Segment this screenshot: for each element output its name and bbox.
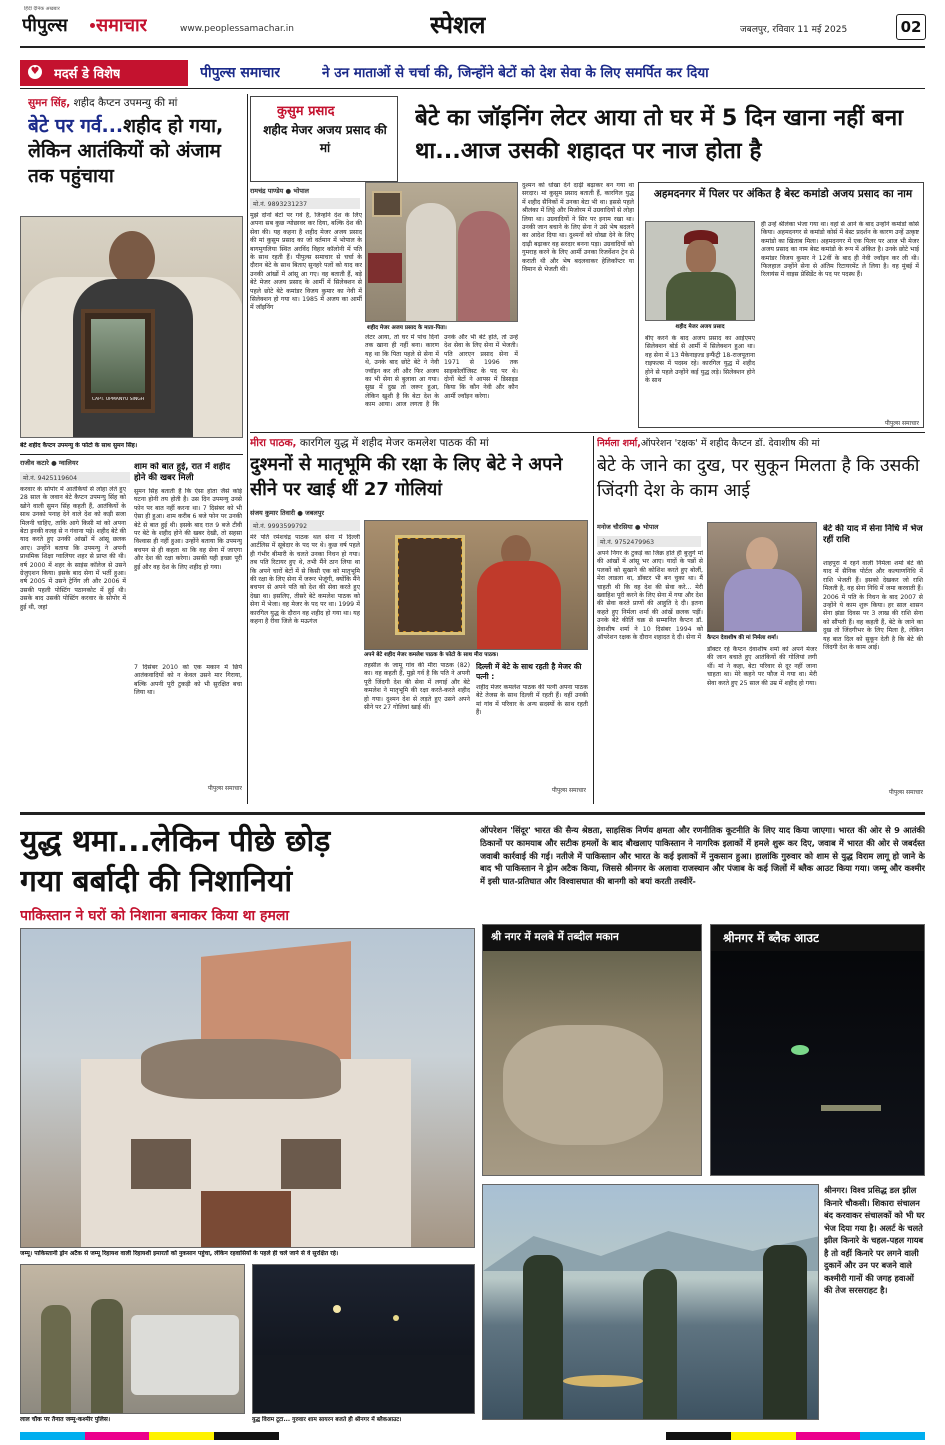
- police-2: [91, 1299, 123, 1414]
- photo-jammu-damage: [20, 928, 475, 1248]
- story4-side-head: बेटे की याद में सेना निधि में भेज रहीं राशि: [823, 524, 923, 545]
- masthead: [0, 0, 945, 52]
- mobile: मो.नं. 9425119604: [20, 472, 130, 483]
- story4-headline: बेटे के जाने का दुख, पर सुकून मिलता है कि उसकी जिंदगी देश के काम आई: [597, 456, 920, 501]
- photo-srinagar-rubble: [482, 924, 702, 1176]
- street-light-1: [333, 1305, 341, 1313]
- banner-brand: पीपुल्स समाचार: [200, 65, 281, 81]
- dateline: जबलपुर, रविवार 11 मई 2025: [740, 25, 848, 35]
- story3-kicker: [250, 436, 590, 450]
- tag-blackout-bg: [711, 925, 925, 951]
- dal-lake-side-text: श्रीनगर। विश्व प्रसिद्ध डल झील किनारे चौकसी। शिकारा संचालन बंद करवाकर संचालकों को भी घर भेज दिया गया है। अलर्ट के चलते झील किनारे के चहल-पहल गायब है तो वहीं किनारे पर लगने वाली दुकानें और उन पर बजने वाले कश्मीरी गानों की जगह हवाओं की तेज सरसराहट है।: [824, 1185, 925, 1295]
- caption-rule: [20, 454, 243, 455]
- glow-light: [791, 1045, 809, 1055]
- story3-byline-name: संजय कुमार तिवारी: [250, 509, 295, 517]
- cushion: [368, 253, 402, 283]
- story-nirmala-sharma: [597, 436, 925, 804]
- story3-mobile: मो.नं. 9993599792: [250, 520, 360, 531]
- story2-kicker-name: कुसुम प्रसाद: [277, 104, 335, 119]
- gate: [201, 1191, 291, 1248]
- rooftops: [253, 1355, 475, 1414]
- story2-byline-name: रामचंद्र पाण्डेय: [250, 187, 284, 195]
- photo-caption: बेटे शहीद कैप्टन उपमन्यु के फोटो के साथ सुमन सिंह।: [20, 442, 138, 449]
- story4-kicker-rest: ऑपरेशन 'रक्षक' में शहीद कैप्टन डॉ. देवाशीष की मां: [640, 438, 820, 449]
- photo-srinagar-blackout: [710, 924, 925, 1176]
- masthead-rule: [20, 46, 925, 48]
- story2-box-photo-caption: शहीद मेजर अजय प्रसाद: [675, 324, 725, 330]
- photo-suman-singh: [20, 216, 243, 438]
- story1-body-col1: करवार के सोपोर में आतंकियों से लोहा लेते हुए 28 साल के जवान बेटे कैप्टन उपमन्यु सिंह को खोने वाली सुमन सिंह कहती हैं, आतंकियों के साथ उनको पनाह देने वाले देश को कड़ी सजा मिलनी चाहिए, ताकि आगे किसी मां को अपना बेटा इनकी वजह से न गंवाना पड़े। शहीद बेटे की याद करते हुए उनकी आंखों में आंसू छलक आए। उन्होंने बताया कि उपमन्यु ने अपनी प्राथमिक शिक्षा ग्वालियर शहर से प्राप्त की थी। वर्ष 2000 में शहर के साइंस कॉलेज से उसने ग्रेजुएशन किया। इसके बाद सेना में भर्ती हुआ। वर्ष 2005 में उसने ट्रेनिंग ली और 2006 में उसकी पहली पोस्टिंग पठानकोट में हुई थी। उसके बाद उसकी पोस्टिंग करवार के सोपोर में हुई थी, जहां: [20, 486, 126, 611]
- banner-text: ने उन माताओं से चर्चा की, जिन्होंने बेटों को देश सेवा के लिए समर्पित कर दिया: [322, 65, 709, 81]
- nirmala-saree: [724, 569, 802, 632]
- byline-place: ग्वालियर: [58, 459, 79, 467]
- story4-byline-name: मनोज चौरसिया: [597, 523, 633, 531]
- window-1: [131, 1139, 191, 1189]
- brand-logo: [22, 6, 172, 40]
- byline-name: राजीव कटारे: [20, 459, 49, 467]
- story1-head-red: बेटे पर गर्व...: [28, 115, 124, 137]
- caption-police: लाल चौक पर तैनात जम्मू-कश्मीर पुलिस।: [20, 1416, 111, 1423]
- story1-kicker-name: सुमन सिंह,: [28, 97, 71, 109]
- story4-mobile: मो.नं. 9752479963: [597, 536, 701, 547]
- soldier-2: [643, 1269, 677, 1420]
- story1-body-col2: सुमन सिंह बताती हैं कि ऐसा होता जैसे कोई घटना होनी तय होती है। उस दिन उपमन्यु उनसे फोन पर बात नहीं करना था। 7 दिसंबर को भी ऐसा ही हुआ। शाम करीब 6 बजे फोन पर उनकी बेटे से बात हुई थी। इसके बाद रात 9 बजे टीवी पर बेटे के शहीद होने की खबर देखी, तो सहसा विश्वास ही नहीं हुआ। उन्होंने बताया कि उपमन्यु बचपन से ही कहता था कि वह सेना में जाएगा और देश की रक्षा करेगा। उसकी यही इच्छा पूरी हुई और वह देश के लिए शहीद हो गया।: [134, 488, 242, 571]
- story2-box-headline: अहमदनगर में पिलर पर अंकित है बेस्ट कमांडो अजय प्रसाद का नाम: [653, 188, 913, 200]
- caption-jammu: जम्मू। पाकिस्तानी ड्रोन अटैक से जम्मू रिहायश वाली रिहायशी इमारतों को नुकसान पहुंचा, लेकिन रहवासियों के पहले ही चले जाने से वे सुरक्षित रहे।: [20, 1250, 339, 1257]
- story3-side-body: शहीद मेजर कमलेश पाठक की पत्नी अपना पाठक बेटे तेजस के साथ दिल्ली में रहती हैं। वहीं उनकी मां गांव में परिवार के अन्य सदस्यों के साथ रहती हैं।: [476, 684, 588, 717]
- story4-kicker: [597, 436, 925, 449]
- row-divider-1: [250, 432, 925, 433]
- website[interactable]: www.peoplessamachar.in: [180, 24, 294, 34]
- man-figure: [406, 203, 456, 322]
- street-light-2: [393, 1315, 399, 1321]
- rubble: [141, 1039, 341, 1099]
- rubble-pile: [503, 1025, 663, 1145]
- story4-body-col1: अपने निगर के टुकड़े का जिक्र होते ही बुजुर्ग मां की आंखों में आंसू भर आए। यादों के पन्नों से पलकों को सुखाने की कोशिश करते हुए बोलीं, मेरा लाडला था, डॉक्टर भी बन चुका था। मैं चाहती थी कि वह देश की सेवा करे... मेरी ख्वाहिश पूरी करने के लिए सेना में गया और देश की सेवा करते प्राणों की आहुति दे दी। इतना कहते हुए निर्मला शर्मा की आंखें छलक पड़ीं। उनके बेटे कीर्ति चक्र से सम्मानित कैप्टन डॉ. देवाशीष शर्मा ने 10 दिसंबर 1994 को ऑपरेशन रक्षक के दौरान शहादत दे दी। सेना में: [597, 550, 703, 642]
- col-divider-2: [593, 436, 594, 804]
- story2-photo-caption: शहीद मेजर अजय प्रसाद के माता-पिता।: [367, 325, 447, 331]
- frame-portrait: [91, 319, 145, 393]
- war-intro: ऑपरेशन 'सिंदूर' भारत की सैन्य श्रेष्ठता, साहसिक निर्णय क्षमता और रणनीतिक कूटनीति के लिए याद किया जाएगा। भारत की ओर से 9 आतंकी ठिकानों पर कामयाब और सटीक हमलों के बाद बौखलाए पाकिस्तान ने नागरिक इलाकों में हमले शुरू कर दिए, जवाब में भारत की ओर से जबर्दस्त जवाबी कार्रवाई की गई। नतीजे में पाकिस्तान और भारत के कई इलाकों में नुकसान हुआ। हालांकि गुरुवार को शाम से युद्ध विराम लागू हो जाने के बाद भी पाकिस्तान ने ड्रोन अटैक किया, जिससे श्रीनगर के अलावा राजस्थान और पंजाब के कई जिलों में ब्लैक आउट किया गया। जम्मू और कश्मीर में इसी घात-प्रतिघात और विश्वासघात की बानगी को बयां करती तस्वीरें-: [480, 825, 925, 887]
- story3-body-col2: तहसील के जामू गांव की मीरा पाठक (82) का। वह कहती हैं, मुझे गर्व है कि पति ने अपनी पूरी जिंदगी देश की सेवा में लगाई और बेटे कमलेश ने मातृभूमि की रक्षा करते-करते शहीद हो गया। दुश्मन देश से लड़ते हुए उसने अपने सीने पर 27 गोलियां खाई थीं।: [364, 662, 470, 712]
- story2-credit: पीपुल्स समाचार: [884, 420, 919, 427]
- tag-rubble: श्री नगर में मलबे में तब्दील मकान: [491, 931, 619, 943]
- story4-byline: मनोज चौरसिया ● भोपाल: [597, 523, 659, 531]
- photo-ajay-prasad: [645, 221, 755, 321]
- story1-head-black: शहीद हो गया, लेकिन आतंकियों को अंजाम तक पहुंचाया: [28, 115, 224, 187]
- section-title: स्पेशल: [430, 11, 486, 39]
- woman-head: [109, 231, 155, 285]
- story2-box-body2: ही उन्हें श्रीलंका भेजा गया था। वहां से आने के बाद उन्होंने कमांडो कोर्स किया। अहमदनगर से कमांडो कोर्स में बेस्ट प्रदर्शन के कारण उन्हें उत्कृष्ट कमांडो का खिताब मिला। अहमदनगर में एक पिलर पर आज भी मेजर अजय प्रसाद का नाम बेस्ट कमांडो के रूप में अंकित है। उनके छोटे भाई कमांडर विजय कुमार ने 12वीं के बाद ही नेवी ज्वॉइन कर ली थी। फिलहाल उन्होंने सेना से अंतिम रिटायरमेंट ले लिया है। वह मुंबई में रिलायंस में वाइस प्रेसिडेंट के पद पर पदस्थ हैं।: [761, 221, 919, 279]
- photo-police-lal-chowk: [20, 1264, 245, 1414]
- story2-headline: बेटे का जॉइनिंग लेटर आया तो घर में 5 दिन खाना नहीं बना था...आज उसकी शहादत पर नाज होता है: [415, 105, 904, 164]
- story2-sidebar-box: [638, 182, 924, 428]
- story1-headline: [28, 114, 243, 189]
- story1-credit: पीपुल्स समाचार: [207, 785, 242, 792]
- soldier-uniform: [666, 272, 736, 321]
- portrait-frame: [395, 535, 465, 635]
- story2-byline-place: भोपाल: [293, 187, 310, 195]
- war-section: [20, 820, 925, 1425]
- war-subhead: पाकिस्तान ने घरों को निशाना बनाकर किया था हमला: [20, 908, 289, 924]
- story3-kicker-name: मीरा पाठक,: [250, 437, 297, 449]
- photo-frame: [81, 309, 155, 413]
- story2-kicker-sub: शहीद मेजर अजय प्रसाद की मां: [263, 123, 387, 155]
- story2-mobile: मो.नं. 9893231237: [250, 198, 360, 209]
- story4-side-body: शाहपुरा में रहने वाली निर्मला शर्मा बेटे की याद में सैनिक पोर्टल और कल्याणनिधि में राशि भेजती हैं। इसको देखकर जो राशि मिलती है, वह सेना निधि में जमा करवाती हैं। 2006 में पति के निधन के बाद 2007 से उन्होंने ये काम शुरू किया। हर साल शासन सेना झंडा दिवस पर 3 लाख की राशि सेना को सौंपती हैं। वह कहती हैं, बेटे के जाने का दुख तो जिंदगीभर के लिए मिला है, लेकिन यह बात दिल को सुकून देती है कि बेटे की जिंदगी देश के काम आई।: [823, 560, 923, 652]
- caption-blackout: युद्ध विराम टूटा... गुरुवार शाम सायरन बजते ही श्रीनगर में ब्लैकआउट।: [252, 1417, 402, 1423]
- story1-kicker: [28, 96, 243, 110]
- wall-frame: [372, 191, 402, 217]
- story4-photo-caption: कैप्टन देवाशीष की मां निर्मला शर्मा।: [707, 635, 778, 641]
- registration-strip: [20, 1432, 925, 1440]
- story3-photo-caption: अपने बेटे शहीद मेजर कमलेश पाठक के फोटो के साथ मीरा पाठक।: [364, 652, 499, 658]
- armored-vehicle: [131, 1315, 239, 1395]
- story1-body-col2b: 7 दिसंबर 2010 को एक मकान में छिपे आतंकवादियों को न केवल उसने मार गिराया, बल्कि अपनी पूरी टुकड़ी को भी सुरक्षित बचा लिया था।: [134, 664, 242, 697]
- war-headline-1: युद्ध थमा...लेकिन पीछे छोड़: [20, 824, 331, 859]
- tag-rubble-bg: [483, 925, 702, 951]
- story3-byline: संजय कुमार तिवारी ● जबलपुर: [250, 509, 324, 517]
- police-1: [41, 1305, 71, 1414]
- nirmala-head: [746, 537, 778, 573]
- story3-kicker-rest: कारगिल युद्ध में शहीद मेजर कमलेश पाठक की मां: [299, 437, 489, 449]
- col-divider-1: [247, 94, 248, 804]
- banner-label-box: [20, 60, 188, 86]
- section-divider: [20, 812, 925, 815]
- story3-body-col1: मेरे पति रमेशचंद्र पाठक थल सेना में दिल्ली आर्टलिस में सूबेदार के पद पर थे। कुछ वर्ष पहले ही गंभीर बीमारी के चलते उनका निधन हो गया। तब पति रिटायर हुए थे, तभी मैंने ठान लिया था कि अपने चारों बेटों में से किसी एक को मातृभूमि की रक्षा के लिए सेना में जरूर भेजूंगी, क्योंकि मैंने बचपन से अपने पति को देश की सेवा करते हुए देखा था। इसलिए, तीसरे बेटे कमलेश पाठक को सेना में भेजा। वह मेजर के पद पर था। 1999 में कारगिल युद्ध के दौरान वह शहीद हो गया था। यह कहना है रीवा जिले के मऊगंज: [250, 534, 360, 626]
- story2-body-col3: दुश्मन को धोखा देने दाढ़ी बढ़ाकर बन गया था सरदार। मां कुसुम प्रसाद बताती हैं, कारगिल युद्ध में शहीद सैनिकों में उनका बेटा भी था। इससे पहले श्रीलंका में लिट्टे और मिजोरम में उग्रवादियों से लोहा लिया था। उग्रवादियों ने सिर पर इनाम रखा था। उनकी जान बचाने के लिए सेना ने उसे भेष बदलने का आदेश दिया था। दुश्मनों को धोखा देने के लिए दाढ़ी बढ़ाकर वह सरदार बनना पड़ा। उग्रवादियों को गुमराह करने के लिए आर्मी उनका रिजर्वेशन ट्रेन से कराती थी और भेष बदलवाकर हेलिकॉप्टर या विमान से भेजती थी।: [522, 182, 634, 274]
- story-suman-singh: [20, 94, 245, 804]
- soldier-3: [763, 1245, 807, 1420]
- brand-right: समाचार: [96, 15, 148, 36]
- photo-prasad-parents: [365, 182, 518, 322]
- photo-dal-lake-security: [482, 1184, 819, 1420]
- garland: [395, 535, 465, 635]
- story-kusum-prasad: [250, 94, 925, 429]
- story1-kicker-rest: शहीद कैप्टन उपमन्यु की मां: [73, 97, 178, 109]
- story2-body-col2: लेटर आया, तो घर में पांच दिनों तक खाना ही नहीं बना। कारण यह था कि पिता पहले से सेना में थे, उनके बाद छोटे बेटे ने नेवी ज्वॉइन कर ली और फिर अजय का भी सेना से बुलावा आ गया। सुख में दुख तो जरूर हुआ, लेकिन खुशी है कि बेटा देश के काम आया। आज लगता है कि उनके और भी बेटे होते, तो उन्हें देश सेवा के लिए सेना में भेजती। पति आरएन प्रसाद सेना में 1971 से 1996 तक साइकोलॉजिस्ट के पद पर थे। दोनों बेटों ने आपस में डिसाइड किया कि कौन नेवी और कौन आर्मी ज्वॉइन करेगा।: [365, 334, 518, 409]
- heart-icon: ♥: [28, 65, 42, 79]
- story2-byline: रामचंद्र पाण्डेय ● भोपाल: [250, 187, 310, 195]
- story4-body-col2: डॉक्टर रहे कैप्टन देवाशीष शर्मा को अपने मेजर की जान बचाते हुए आतंकियों की गोलियां लगी थीं। मां ने कहा, बेटा परिवार से दूर नहीं जाना चाहता था। मेरे कहने पर फौज में गया था। मेरी सेवा करते हुए 25 साल की उम्र में शहीद हो गया।: [707, 646, 817, 687]
- tag-blackout: श्रीनगर में ब्लैक आउट: [723, 931, 820, 945]
- banner-label: मदर्स डे विशेष: [54, 67, 121, 82]
- story4-kicker-name: निर्मला शर्मा,: [597, 438, 641, 449]
- banner-rule: [20, 88, 925, 89]
- brand-left: पीपुल्स: [22, 15, 68, 36]
- byline: राजीव कटारे ● ग्वालियर: [20, 459, 79, 467]
- story3-byline-place: जबलपुर: [305, 509, 324, 517]
- story4-credit: पीपुल्स समाचार: [888, 789, 923, 796]
- brand-tagline: हिंदी दैनिक अखबार: [24, 6, 60, 12]
- banner: [20, 60, 925, 86]
- story1-side-head: शाम को बात हुई, रात में शहीद होने की खबर मिली: [134, 462, 230, 483]
- window-2: [281, 1139, 341, 1189]
- photo-ceasefire-blackout: [252, 1264, 475, 1414]
- brand-dot-icon: [90, 23, 95, 28]
- mother-saree: [477, 561, 561, 650]
- shikara-boat: [563, 1375, 643, 1387]
- story3-headline: दुश्मनों से मातृभूमि की रक्षा के लिए बेटे ने अपने सीने पर खाई थीं 27 गोलियां: [250, 454, 563, 500]
- soldier-1: [523, 1255, 563, 1420]
- soldier-face: [686, 240, 716, 274]
- page-number: 02: [896, 14, 926, 40]
- woman-figure: [458, 211, 510, 322]
- story2-box-body1: बीए करने के बाद अजय प्रसाद का आईएमए सिलेक्शन बोर्ड से आर्मी में सिलेक्शन हुआ था। वह सेना में 13 मैकेनाइज्ड इन्फैंट्री 18-राजपूताना राइफल्स में पदस्थ रहे। कारगिल युद्ध में शहीद होने से पहले उन्होंने कई युद्ध लड़े। सिलेक्शन होने के साथ: [645, 335, 755, 385]
- story3-side-head: दिल्ली में बेटे के साथ रहती है मेजर की पत्नी :: [476, 662, 582, 681]
- story2-body-col1: मुझे दोनों बेटों पर गर्व है, जिन्होंने देश के लिए अपना सब कुछ न्योछावर कर दिया, बल्कि देश की सेवा की। यह कहना है शहीद मेजर अजय प्रसाद की मां कुसुम प्रसाद का जो वर्तमान में भोपाल के बागमुगलिया स्थित अरविंद विहार कॉलोनी में पति के साथ रहती हैं। पीपुल्स समाचार से चर्चा के दौरान बेटे के साथ बिताए सुनहरे पलों को याद कर उनकी आंखों में आंसू आ गए। वह बताती हैं, बड़े बेटे मेजर अजय प्रसाद के आर्मी में सिलेक्शन से पहले छोटे बेटे कमांडर विजय कुमार का नेवी में सिलेक्शन हो गया था। 1985 में अजय का आर्मी में जॉइनिंग: [250, 212, 362, 312]
- window-lights: [821, 1105, 881, 1111]
- frame-label: CAPT. UPMANYU SINGH: [91, 397, 145, 402]
- story2-kicker-box: [250, 96, 398, 182]
- story4-byline-place: भोपाल: [642, 523, 659, 531]
- story3-credit: पीपुल्स समाचार: [551, 787, 586, 794]
- story-meera-pathak: [250, 436, 590, 804]
- photo-meera-pathak: [364, 520, 588, 650]
- photo-nirmala-sharma: [707, 522, 817, 632]
- war-headline-2: गया बर्बादी की निशानियां: [20, 864, 293, 899]
